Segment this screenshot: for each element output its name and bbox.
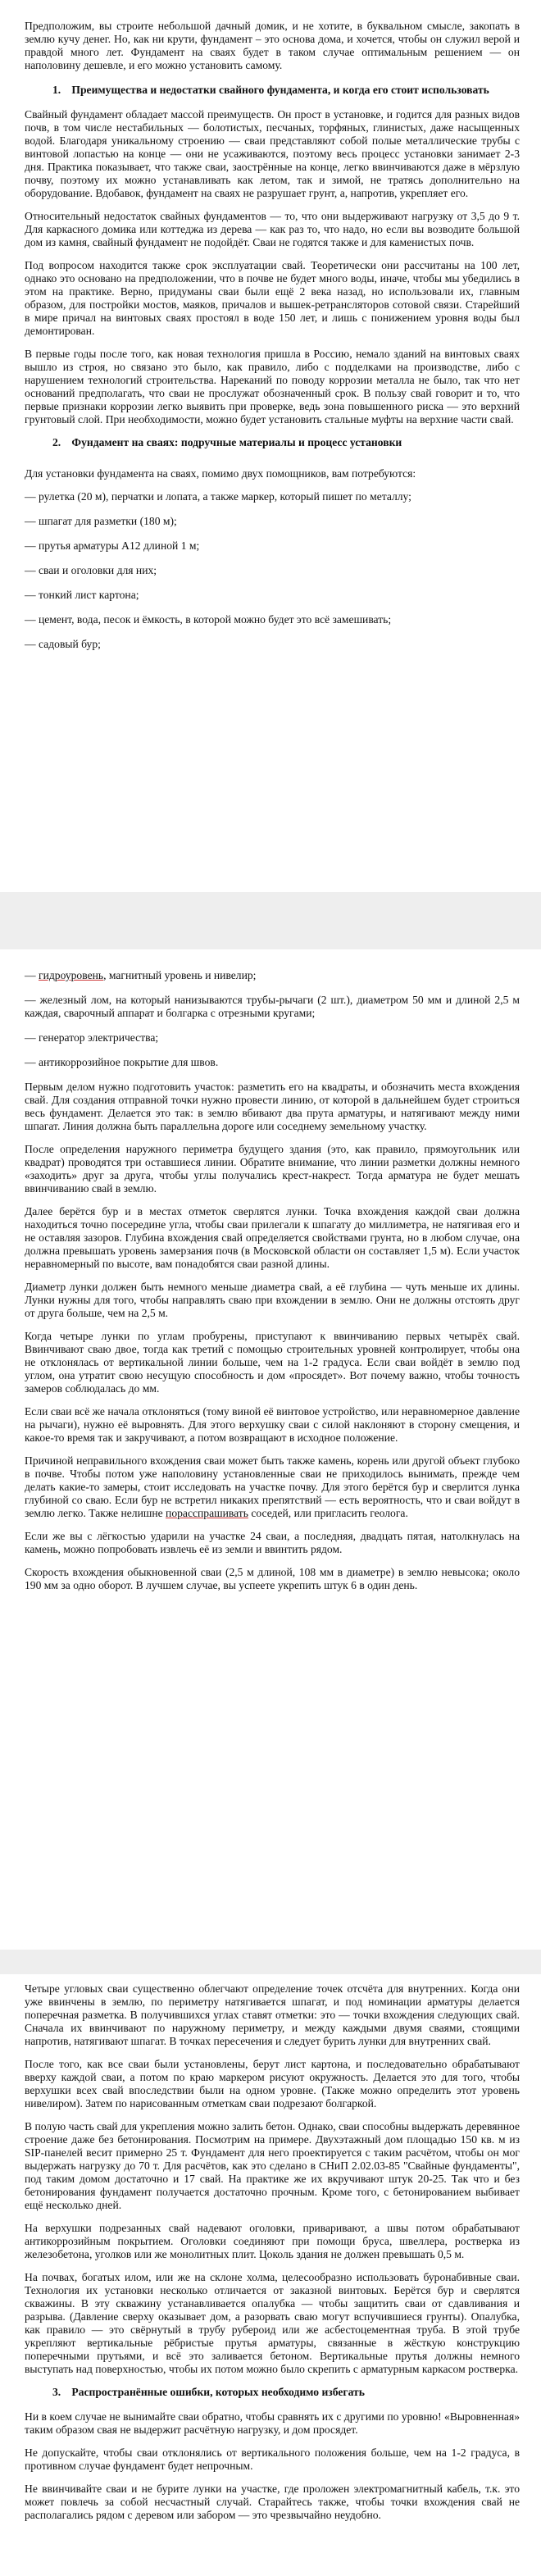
misspelled-word: порасспрашивать — [166, 1507, 248, 1519]
paragraph: Для установки фундамента на сваях, помимо двух помощников, вам потребуются: — [25, 467, 416, 480]
document-page-1 — [0, 0, 541, 650]
paragraph: Не допускайте, чтобы сваи отклонялись от вертикального положения больше, чем на 1-2 градуса, в противном случае фундамент будет непрочным. — [25, 2446, 520, 2472]
list-item: — рулетка (20 м), перчатки и лопата, а также маркер, который пишет по металлу; — [25, 490, 411, 503]
paragraph: На верхушки подрезанных свай надевают оголовки, приваривают, а швы потом обрабатывают антикоррозийным покрытием. Оголовки соединяют при помощи бруса, швеллера, ростверка из железобетона, уголков или же монолитных плит. Цоколь здания не должен превышать 0,5 м. — [25, 2222, 520, 2260]
list-item: — железный лом, на который нанизываются трубы-рычаги (2 шт.), диаметром 50 мм и длиной 2,5 м каждая, сварочный аппарат и болгарка с отрезными кругами; — [25, 994, 520, 1019]
list-item: — сваи и оголовки для них; — [25, 564, 157, 576]
list-item: — антикоррозийное покрытие для швов. — [25, 1056, 219, 1068]
section-title: Фундамент на сваях: подручные материалы и процесс установки — [71, 436, 402, 448]
paragraph: Ни в коем случае не вынимайте сваи обратно, чтобы сравнять их с другими по уровню! «Выровненная» таким образом свая не выдержит расчётную нагрузку, и дом просядет. — [25, 2410, 520, 2436]
section-heading-1 — [25, 84, 520, 97]
page-separator — [0, 1950, 541, 1974]
section-heading-3 — [25, 2386, 520, 2399]
misspelled-word: гидроуровень — [39, 969, 104, 981]
paragraph: В первые годы после того, как новая технология пришла в Россию, немало зданий на винтовых сваях вышло из строя, но связано это было, как правило, либо с подделками на производстве, либо с нарушением технологий строительства. Нареканий по поводу коррозии металла не было, так что нет оснований предполагать, что сваи не прослужат обозначенный срок. В пользу свай говорит и то, что первые признаки коррозии легко выявить при проверке, ведь зона повышенного риска — это верхний грунтовый слой. При необходимости, можно будет установить стальные муфты на верхние части свай. — [25, 348, 520, 426]
paragraph: Относительный недостаток свайных фундаментов — то, что они выдерживают нагрузку от 3,5 до 9 т. Для каркасного домика или коттеджа из дерева — как раз то, что надо, но если вы возводите большой дом из камня, свайный фундамент не подойдёт. Сваи не годятся также и для каменистых почв. — [25, 210, 520, 248]
section-number: 1. — [52, 84, 61, 96]
paragraph: Скорость вхождения обыкновенной сваи (2,5 м длиной, 108 мм в диаметре) в землю невысока; около 190 мм за одно оборот. В лучшем случае, вы успеете укрепить штук 6 в один день. — [25, 1566, 520, 1591]
paragraph: Под вопросом находится также срок эксплуатации свай. Теоретически они рассчитаны на 100 лет, однако это основано на предположении, что в почве не будет много воды, иначе, чтобы мы убедились в этом на практике. Верно, придуманы сваи были ещё 2 века назад, но использовали их, главным образом, для постройки мостов, маяков, причалов и вышек-ретрансляторов сотовой связи. Старейший в мире причал на винтовых сваях простоял в воде 150 лет, и лишь с понижением уровня воды был демонтирован. — [25, 259, 520, 337]
list-item: — садовый бур; — [25, 638, 101, 650]
section-title: Распространённые ошибки, которых необходимо избегать — [71, 2386, 365, 2398]
section-heading-2 — [25, 436, 520, 449]
list-item: — цемент, вода, песок и ёмкость, в которой можно будет это всё замешивать; — [25, 613, 392, 626]
intro-paragraph: Предположим, вы строите небольшой дачный домик, и не хотите, в буквальном смысле, закопать в землю кучу денег. Но, как ни крути, фундамент – это основа дома, и хочется, чтобы он служил верой и правдой много лет. Фундамент на сваях будет в таком случае оптимальным решением — он наполовину дешевле, и его можно установить самому. — [25, 20, 520, 71]
page-separator — [0, 892, 541, 949]
document-page-2 — [0, 949, 541, 1591]
paragraph: На почвах, богатых илом, или же на склоне холма, целесообразно использовать буронабивные сваи. Технология их установки несколько отличается от заказной винтовых. Берётся бур и сверлятся скважины. В эту скважину устанавливается опалубка — чтобы защитить сваи от сдавливания и разрыва. (Давление сверху оказывает дом, а разорвать сваю могут вспучившиеся грунты). Опалубка, как правило — это свёрнутый в трубу рубероид или же асбестоцементная труба. В этой трубе укрепляют вертикальные рёбристые прутья арматуры, связанные в жёсткую конструкцию поперечными прутьями, и всё это заливается бетоном. Вертикальные прутья должны немного выступать над поверхностью, чтобы их потом можно было скрепить с арматурным каркасом ростверка. — [25, 2271, 520, 2375]
paragraph: Если же вы с лёгкостью ударили на участке 24 сваи, а последняя, двадцать пятая, натолкнулась на камень, можно попробовать извлечь её из земли и ввинтить рядом. — [25, 1530, 520, 1555]
paragraph: В полую часть свай для укрепления можно залить бетон. Однако, сваи способны выдержать деревянное строение даже без бетонирования. Посмотрим на примере. Двухэтажный дом площадью 150 кв. м из SIP-панелей весит примерно 25 т. Фундамент для него проектируется с таким расчётом, чтобы он мог выдержать нагрузку до 70 т. Для расчётов, как это сделано в СНиП 2.02.03-85 "Свайные фундаменты", под таким домом достаточно и 17 свай. На практике же их вкручивают штук 20-25. Так что и без бетонирования фундамент получается достаточно прочным. Кроме того, с бетонированием выбивает ещё несколько дней. — [25, 2120, 520, 2211]
paragraph: Причиной неправильного вхождения сваи может быть также камень, корень или другой объект глубоко в почве. Чтобы потом уже наполовину установленные сваи не приходилось вынимать, прежде чем делать какие-то замеры, стоит исследовать на участке почву. Для этого берётся бур и сверлится лунка глубиной со сваю. Если бур не встретил никаких препятствий — есть вероятность, что и сваи войдут в землю легко. Также нелишне порасспрашивать соседей, или пригласить геолога. — [25, 1454, 520, 1519]
list-item: — генератор электричества; — [25, 1031, 159, 1044]
paragraph: После определения наружного периметра будущего здания (это, как правило, прямоугольник или квадрат) проводятся три оставшиеся линии. Обратите внимание, что линии разметки должны немного «заходить» друг за друга, чтобы углы получались крест-накрест. Тогда арматура не будет мешать ввинчиванию свай в землю. — [25, 1143, 520, 1195]
section-title: Преимущества и недостатки свайного фундамента, и когда его стоит использовать — [71, 84, 489, 96]
list-item: — прутья арматуры А12 длиной 1 м; — [25, 539, 200, 552]
list-item: — шпагат для разметки (180 м); — [25, 515, 177, 527]
paragraph: После того, как все сваи были установлены, берут лист картона, и последовательно обрабатывают вверху каждой сваи, а потом по краю маркером рисуют окружность. Делается это для того, чтобы верхушки всех свай впоследствии были на одном уровне. (Также можно определить этот уровень нивелиром). Затем по нарисованным отметкам сваи подрезают болгаркой. — [25, 2058, 520, 2109]
paragraph: Не ввинчивайте сваи и не бурите лунки на участке, где проложен электромагнитный кабель, т.к. это может повлечь за собой несчастный случай. Старайтесь также, чтобы точки вхождения свай не располагались рядом с деревом или забором — это чрезвычайно неудобно. — [25, 2483, 520, 2521]
paragraph: Первым делом нужно подготовить участок: разметить его на квадраты, и обозначить места вхождения свай. Для создания отправной точки нужно провести линию, от которой в дальнейшем будет строиться весь фундамент. Делается это так: в землю вбивают два прута арматуры, и натягивают между ними шпагат. Линия должна быть параллельна дороге или соседнему земельному участку. — [25, 1081, 520, 1132]
section-number: 2. — [52, 436, 61, 448]
section-number: 3. — [52, 2386, 61, 2398]
paragraph: Далее берётся бур и в местах отметок сверлятся лунки. Точка вхождения каждой сваи должна находиться точно посередине угла, чтобы сваи прилегали к шпагату до миллиметра, не натягивая его и не оставляя зазоров. Глубина вхождения свай определяется свойствами грунта, но в любом случае, она должна превышать уровень замерзания почв (в Московской области он составляет 1,5 м). Если участок неравномерный по высоте, вам понадобятся сваи разной длины. — [25, 1205, 520, 1270]
list-item: — гидроуровень, магнитный уровень и нивелир; — [25, 969, 257, 981]
paragraph: Когда четыре лунки по углам пробурены, приступают к ввинчиванию первых четырёх свай. Ввинчивают сваю двое, тогда как третий с помощью строительных уровней контролирует, чтобы она не отклонялась от вертикальной линии больше, чем на 1-2 градуса. Если сваи войдёт в землю под углом, она утратит свою несущую способность и дом «просядет». Вот почему важно, чтобы точность замеров соблюдалась до мм. — [25, 1330, 520, 1395]
paragraph: Если сваи всё же начала отклоняться (тому виной её винтовое устройство, или неравномерное давление на рычаги), нужно её выровнять. Для этого верхушку сваи с силой наклоняют в сторону смещения, и какое-то время так и закручивают, а потом возвращают в исходное положение. — [25, 1405, 520, 1444]
list-item: — тонкий лист картона; — [25, 589, 139, 601]
paragraph: Диаметр лунки должен быть немного меньше диаметра свай, а её глубина — чуть меньше их длины. Лунки нужны для того, чтобы направлять сваю при вхождении в землю. Они не должны отстоять друг от друга больше, чем на 2,5 м. — [25, 1281, 520, 1319]
paragraph: Четыре угловых сваи существенно облегчают определение точек отсчёта для внутренних. Когда они уже ввинчены в землю, по периметру натягивается шпагат, и под номинации арматуры делается поперечная разметка. В получившихся углах ставят отметки: это — точки вхождения следующих свай. Сначала их ввинчивают по наружному периметру, и между каждыми двумя сваями, стоящими напротив, натягивают шпагат. В точках пересечения и следует бурить лунки для внутренних свай. — [25, 1982, 520, 2047]
paragraph: Свайный фундамент обладает массой преимуществ. Он прост в установке, и годится для разных видов почв, в том числе нестабильных — болотистых, песчаных, торфяных, глинистых, даже насыщенных водой. Благодаря уникальному строению — сваи представляют собой полые металлические трубы с винтовой лопастью на конце — они не усаживаются, поэтому весь процесс установки занимает 2-3 дня. Практика показывает, что также сваи, заострённые на конце, легко ввинчиваются даже в мёрзлую почву, поэтому их можно устанавливать как летом, так и зимой, не тратясь дополнительно на оборудование. Вдобавок, фундамент на сваях не разрушает грунт, а, напротив, укрепляет его. — [25, 108, 520, 199]
document-page-3 — [0, 1982, 541, 2576]
